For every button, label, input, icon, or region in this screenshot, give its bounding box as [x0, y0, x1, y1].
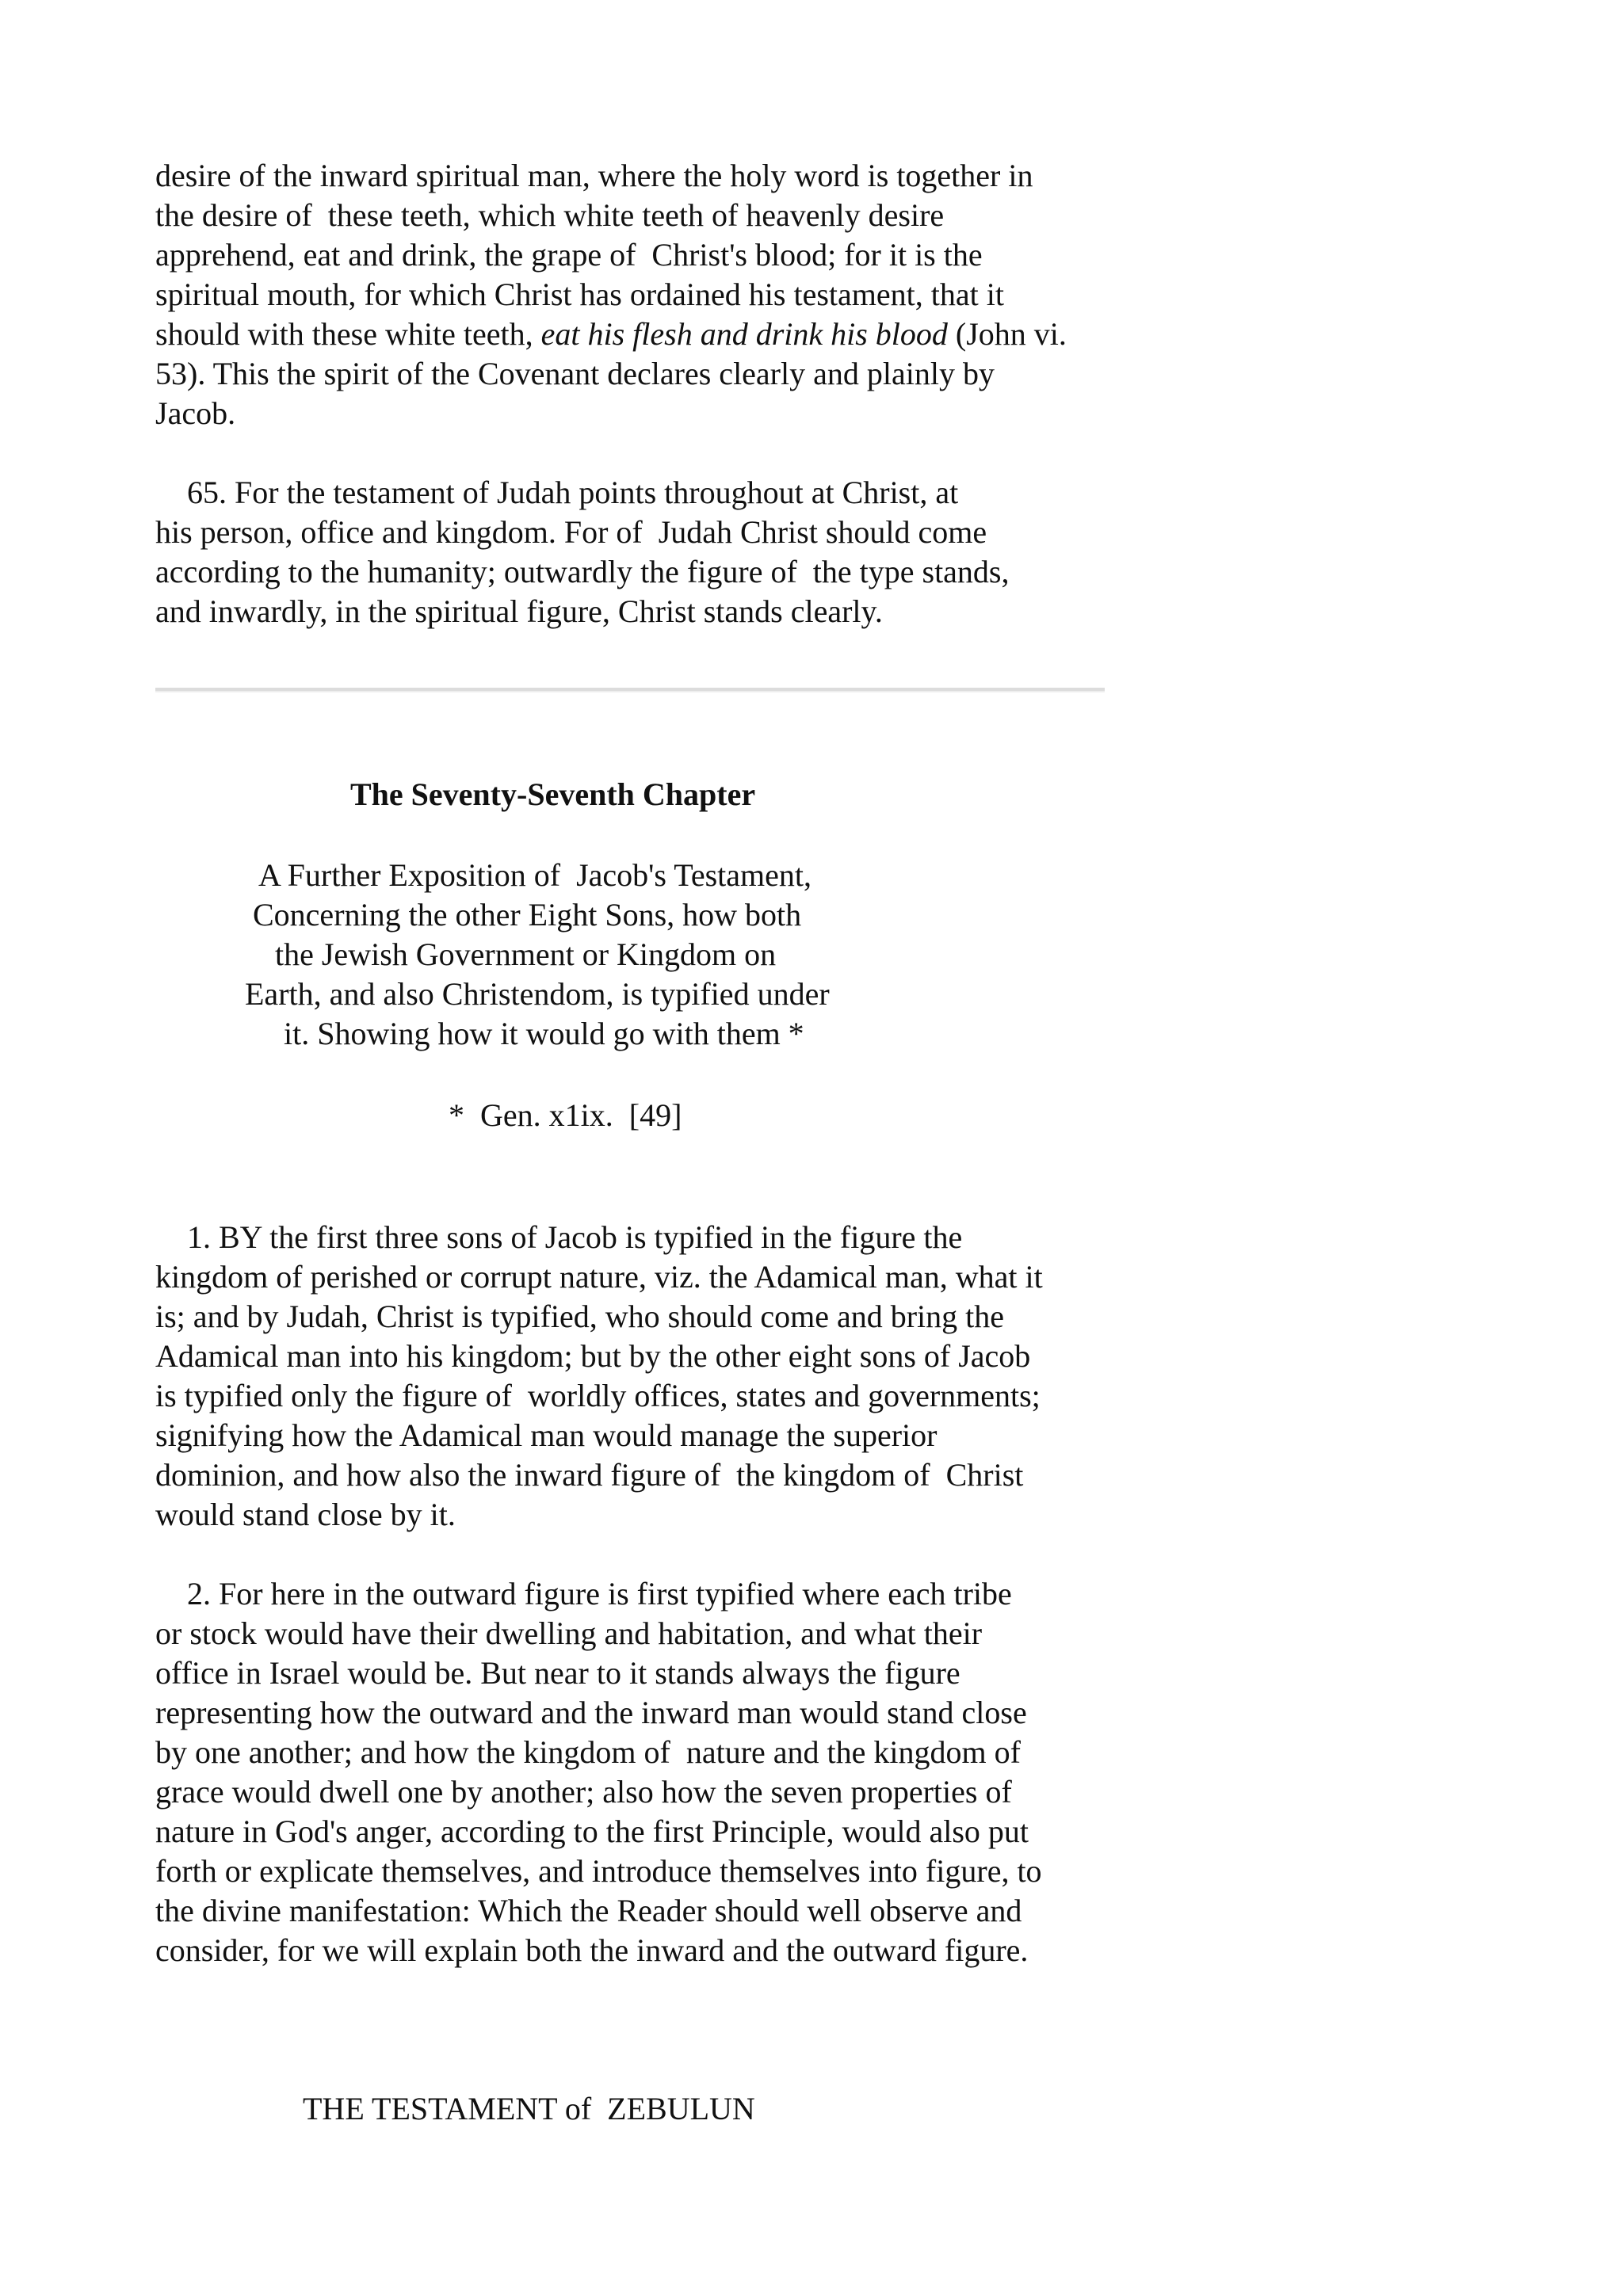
text-line: or stock would have their dwelling and habitation, and what their: [155, 1615, 983, 1651]
text-line: desire of the inward spiritual man, where the holy word is together in: [155, 158, 1033, 193]
text-line: and inwardly, in the spiritual figure, Christ stands clearly.: [155, 593, 883, 629]
section-divider: [155, 688, 1105, 692]
text-line: 1. BY the first three sons of Jacob is typified in the figure the: [155, 1219, 963, 1255]
text-run: (John vi.: [947, 316, 1067, 352]
text-line: 53). This the spirit of the Covenant declares clearly and plainly by: [155, 356, 995, 391]
text-line: dominion, and how also the inward figure of the kingdom of Christ: [155, 1457, 1024, 1493]
section-heading: THE TESTAMENT of ZEBULUN: [303, 2091, 755, 2126]
text-line: spiritual mouth, for which Christ has ordained his testament, that it: [155, 277, 1004, 312]
subtitle-line: it. Showing how it would go with them *: [284, 1016, 804, 1051]
text-line: office in Israel would be. But near to it stands always the figure: [155, 1655, 960, 1691]
text-line: consider, for we will explain both the inward and the outward figure.: [155, 1932, 1029, 1968]
text-line: kingdom of perished or corrupt nature, viz. the Adamical man, what it: [155, 1259, 1043, 1295]
text-line: by one another; and how the kingdom of nature and the kingdom of: [155, 1734, 1021, 1770]
emphasis-text: eat his flesh and drink his blood: [540, 316, 948, 352]
subtitle-line: A Further Exposition of Jacob's Testament,: [258, 857, 812, 893]
chapter-footnote: * Gen. x1ix. [49]: [449, 1097, 682, 1133]
text-line: 65. For the testament of Judah points throughout at Christ, at: [155, 475, 959, 510]
chapter-title: The Seventy-Seventh Chapter: [350, 776, 756, 812]
text-line: forth or explicate themselves, and introduce themselves into figure, to: [155, 1853, 1042, 1889]
text-line: the divine manifestation: Which the Reader should well observe and: [155, 1893, 1022, 1928]
text-line: apprehend, eat and drink, the grape of Christ's blood; for it is the: [155, 237, 983, 273]
text-line: grace would dwell one by another; also how the seven properties of: [155, 1774, 1012, 1810]
text-line: 2. For here in the outward figure is first typified where each tribe: [155, 1576, 1012, 1611]
subtitle-line: Earth, and also Christendom, is typified under: [245, 976, 830, 1012]
subtitle-line: Concerning the other Eight Sons, how both: [253, 897, 802, 933]
text-line: according to the humanity; outwardly the figure of the type stands,: [155, 554, 1010, 589]
text-line: representing how the outward and the inward man would stand close: [155, 1695, 1027, 1730]
text-line: Adamical man into his kingdom; but by the other eight sons of Jacob: [155, 1338, 1031, 1374]
text-line: his person, office and kingdom. For of Judah Christ should come: [155, 514, 987, 550]
subtitle-line: the Jewish Government or Kingdom on: [275, 936, 777, 972]
text-line: nature in God's anger, according to the first Principle, would also put: [155, 1814, 1029, 1849]
text-line: the desire of these teeth, which white teeth of heavenly desire: [155, 197, 945, 233]
text-run: should with these white teeth,: [155, 316, 541, 352]
text-line: Jacob.: [155, 395, 236, 431]
text-line-with-emphasis: [155, 315, 1067, 354]
text-line: signifying how the Adamical man would manage the superior: [155, 1417, 938, 1453]
text-line: would stand close by it.: [155, 1497, 456, 1532]
text-line: is typified only the figure of worldly offices, states and governments;: [155, 1378, 1041, 1413]
text-line: is; and by Judah, Christ is typified, who should come and bring the: [155, 1299, 1004, 1334]
